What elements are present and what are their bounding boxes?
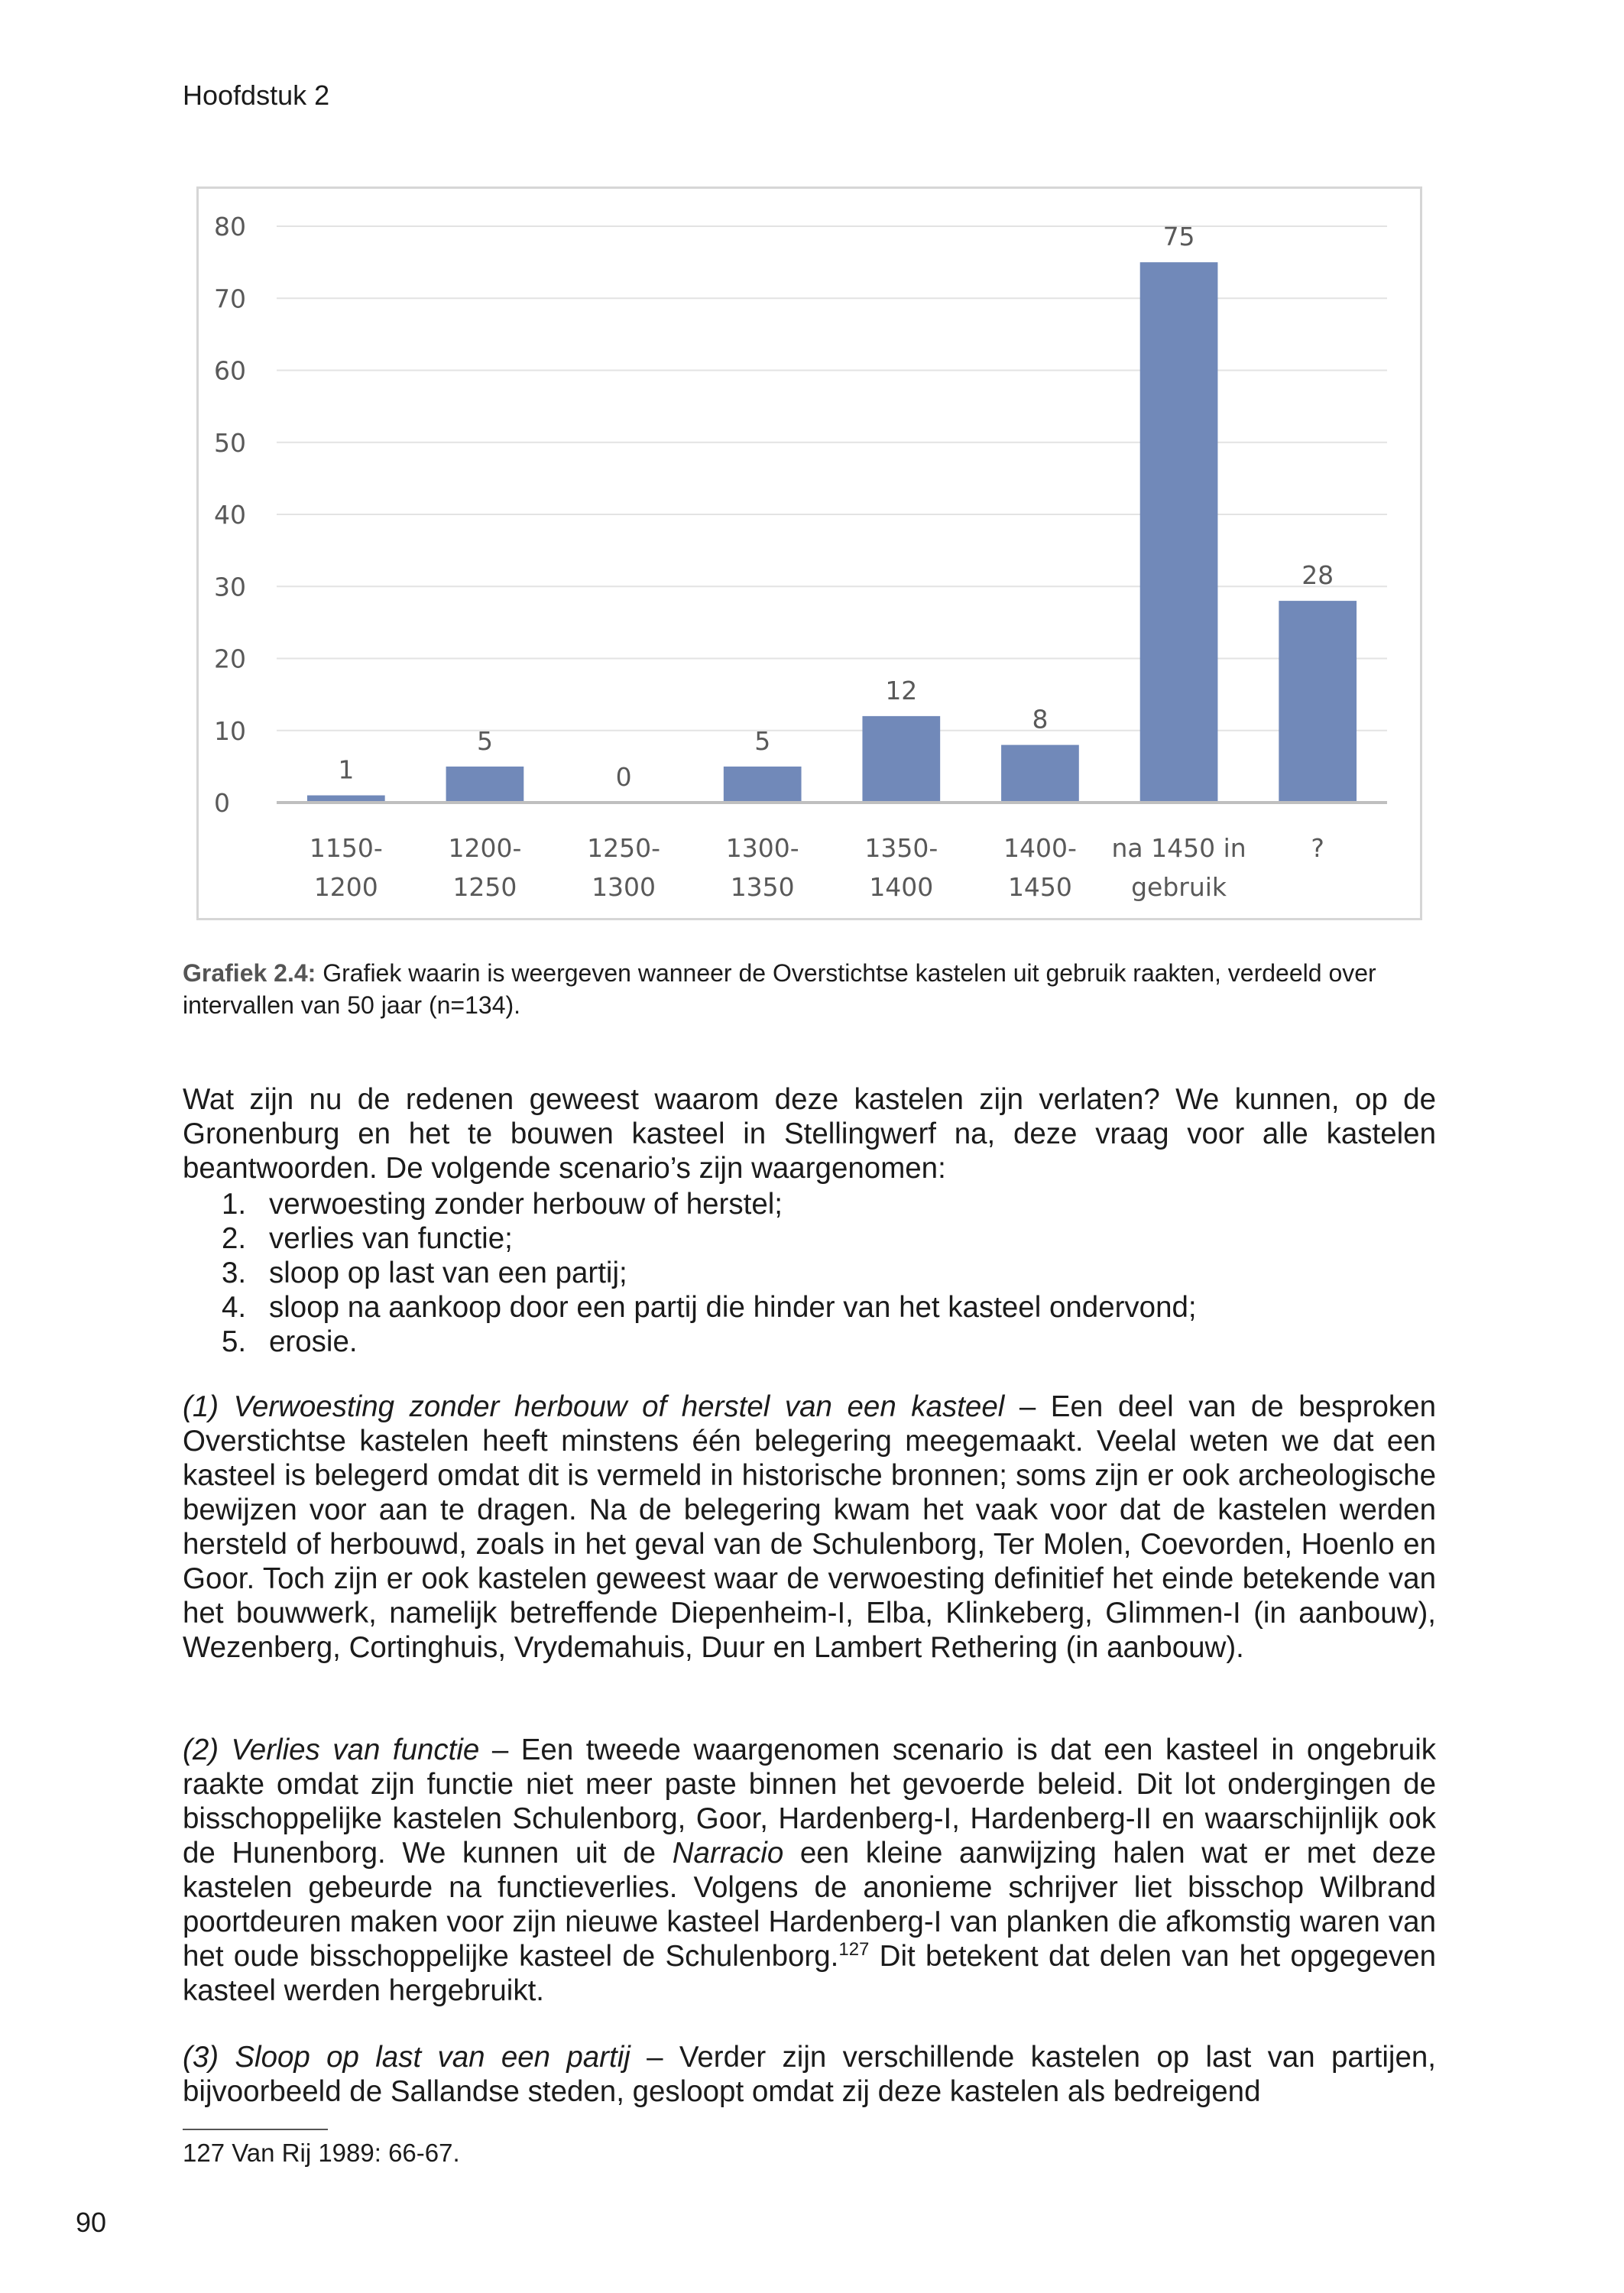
x-tick-label: 1250: [452, 872, 517, 902]
y-tick-label: 60: [214, 355, 246, 386]
list-item: [222, 1325, 1197, 1359]
paragraph-sloop: [183, 2040, 1436, 2109]
list-text: erosie.: [269, 1325, 358, 1358]
source-title: Narracio: [672, 1837, 784, 1870]
y-tick-label: 30: [214, 572, 246, 602]
x-tick-label: 1350-: [864, 833, 938, 863]
scenario-list: [222, 1187, 1197, 1359]
x-tick-label: gebruik: [1131, 872, 1227, 902]
running-head: Hoofdstuk 2: [183, 79, 330, 111]
bar: [1140, 262, 1218, 803]
list-number: 4.: [222, 1291, 247, 1324]
list-item: [222, 1290, 1197, 1325]
paragraph-verlies-van-functie: [183, 1733, 1436, 2008]
list-item: [222, 1256, 1197, 1290]
footnote-reference[interactable]: 127: [838, 1939, 870, 1961]
list-number: 3.: [222, 1257, 247, 1289]
paragraph-heading: (1) Verwoesting zonder herbouw of herstel van een kasteel: [183, 1390, 1005, 1423]
x-tick-label: 1200-: [448, 833, 522, 863]
list-text: verlies van functie;: [269, 1222, 513, 1255]
caption-text: Grafiek waarin is weergeven wanneer de Overstichtse kastelen uit gebruik raakten, verdeeld over intervallen van 50 jaar (n=134).: [183, 959, 1376, 1019]
data-label: 1: [338, 754, 355, 785]
paragraph-heading: (2) Verlies van functie: [183, 1734, 480, 1766]
y-tick-label: 10: [214, 715, 246, 746]
list-text: verwoesting zonder herbouw of herstel;: [269, 1188, 783, 1221]
bar: [1001, 745, 1079, 803]
list-text: sloop na aankoop door een partij die hinder van het kasteel ondervond;: [269, 1291, 1197, 1324]
figure-caption: [183, 957, 1436, 1021]
list-text: sloop op last van een partij;: [269, 1257, 627, 1289]
x-tick-label: 1400: [869, 872, 934, 902]
page-number: 90: [76, 2207, 107, 2238]
x-tick-label: 1350: [730, 872, 795, 902]
data-label: 5: [476, 725, 493, 756]
list-number: 1.: [222, 1188, 247, 1221]
bar-chart: [196, 186, 1422, 920]
bar: [446, 767, 524, 803]
x-tick-label: na 1450 in: [1111, 833, 1246, 863]
paragraph-text: – Verder zijn verschillende kastelen op last van partijen, bijvoorbeeld de Sallandse steden, gesloopt omdat zij deze kastelen als bedreigend: [183, 2041, 1436, 2108]
x-tick-label: ?: [1311, 833, 1324, 863]
caption-label: Grafiek 2.4:: [183, 959, 316, 987]
list-number: 5.: [222, 1325, 247, 1358]
paragraph-heading: (3) Sloop op last van een partij: [183, 2041, 630, 2074]
y-tick-label: 20: [214, 644, 246, 674]
paragraph-text: Dit betekent dat delen van het opgegeven kasteel werden hergebruikt.: [183, 1940, 1436, 2007]
x-tick-label: 1400-: [1003, 833, 1077, 863]
data-label: 5: [754, 725, 771, 756]
data-label: 12: [885, 675, 918, 705]
y-tick-label: 70: [214, 284, 246, 314]
y-tick-label: 80: [214, 212, 246, 242]
bar: [724, 767, 802, 803]
paragraph-text: een kleine aanwijzing halen wat er met deze kastelen gebeurde na functieverlies. Volgens de anonieme schrijver liet bisschop Wilbrand poortdeuren maken voor zijn nieuwe kasteel Hardenberg-I van planken die afkomstig waren van het oude bisschoppelijke kasteel de Schulenborg.: [183, 1837, 1436, 1973]
paragraph-text: – Een tweede waargenomen scenario is dat een kasteel in ongebruik raakte omdat zijn functie niet meer paste binnen het gevoerde beleid. Dit lot ondergingen de bisschoppelijke kastelen Schulenborg, Goor, Hardenberg-I, Hardenberg-II en waarschijnlijk ook de Hunenborg. We kunnen uit de: [183, 1734, 1436, 1870]
data-label: 28: [1301, 560, 1334, 591]
footnote: 127 Van Rij 1989: 66-67.: [183, 2139, 460, 2167]
intro-paragraph: Wat zijn nu de redenen geweest waarom deze kastelen zijn verlaten? We kunnen, op de Gronenburg en het te bouwen kasteel in Stellingwerf na, deze vraag voor alle kastelen beantwoorden. De volgende scenario’s zijn waargenomen:: [183, 1083, 1436, 1185]
list-item: [222, 1187, 1197, 1221]
x-tick-label: 1150-: [309, 833, 383, 863]
y-tick-label: 50: [214, 427, 246, 458]
list-number: 2.: [222, 1222, 247, 1255]
paragraph-verwoesting: [183, 1390, 1436, 1665]
footnote-divider: [183, 2129, 328, 2130]
paragraph-text: – Een deel van de besproken Overstichtse kastelen heeft minstens één belegering meegemaakt. Veelal weten we dat een kasteel is belegerd omdat dit is vermeld in historische bronnen; soms zijn er ook archeologische bewijzen voor aan te dragen. Na de belegering kwam het vaak voor dat de kastelen werden hersteld of herbouwd, zoals in het geval van de Schulenborg, Ter Molen, Coevorden, Hoenlo en Goor. Toch zijn er ook kastelen geweest waar de verwoesting definitief het einde betekende van het bouwwerk, namelijk betreffende Diepenheim-I, Elba, Klinkeberg, Glimmen-I (in aanbouw), Wezenberg, Cortinghuis, Vrydemahuis, Duur en Lambert Rethering (in aanbouw).: [183, 1390, 1436, 1664]
x-tick-label: 1300: [592, 872, 656, 902]
data-label: 75: [1162, 222, 1195, 252]
list-item: [222, 1221, 1197, 1256]
data-label: 8: [1032, 704, 1049, 735]
data-label: 0: [615, 762, 632, 792]
x-tick-label: 1200: [313, 872, 378, 902]
x-tick-label: 1250-: [587, 833, 661, 863]
bar: [862, 716, 940, 803]
bar: [1279, 601, 1357, 803]
x-tick-label: 1300-: [725, 833, 799, 863]
y-tick-label: 40: [214, 500, 246, 530]
x-tick-label: 1450: [1007, 872, 1072, 902]
y-tick-label: 0: [214, 788, 230, 818]
